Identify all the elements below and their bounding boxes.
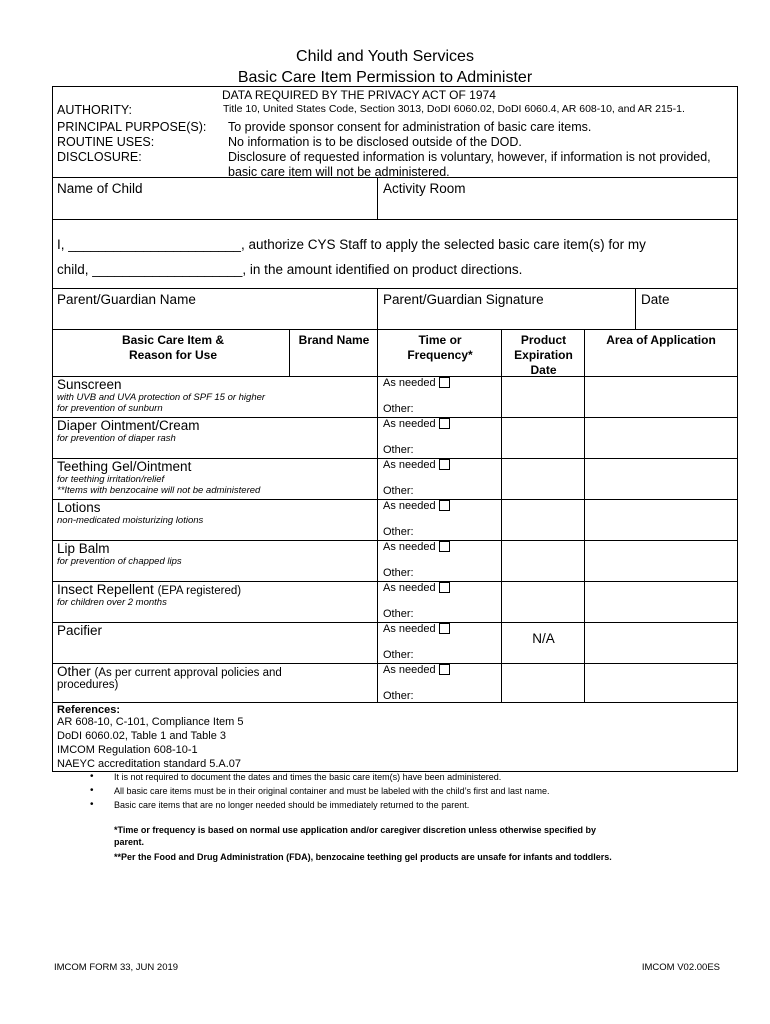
header-brand-name: Brand Name xyxy=(298,333,370,347)
as-needed-option[interactable]: As needed xyxy=(383,500,450,512)
name-of-child-label: Name of Child xyxy=(57,181,143,196)
item-description: procedures) xyxy=(57,679,119,691)
item-name: Teething Gel/Ointment xyxy=(57,459,192,474)
routine-uses-label: ROUTINE USES: xyxy=(57,135,155,149)
privacy-act-section xyxy=(52,86,738,178)
reference-item: AR 608-10, C-101, Compliance Item 5 xyxy=(57,716,244,728)
as-needed-option[interactable]: As needed xyxy=(383,459,450,471)
as-needed-checkbox[interactable] xyxy=(439,377,450,388)
as-needed-checkbox[interactable] xyxy=(439,582,450,593)
item-description: for prevention of diaper rash xyxy=(57,433,176,444)
header-time-frequency: Time or Frequency* xyxy=(407,333,473,362)
form-version: IMCOM V02.00ES xyxy=(641,962,720,973)
table-row xyxy=(57,418,200,444)
as-needed-checkbox[interactable] xyxy=(439,418,450,429)
references-label: References: xyxy=(57,704,120,716)
other-frequency: Other: xyxy=(383,526,414,538)
date-label: Date xyxy=(641,292,670,307)
instruction-item: • All basic care items must be in their original container and must be labeled with the child’s first and last name. xyxy=(90,784,730,798)
as-needed-option[interactable]: As needed xyxy=(383,664,450,676)
table-row xyxy=(57,541,182,567)
other-frequency: Other: xyxy=(383,690,414,702)
item-description: **Items with benzocaine will not be administered xyxy=(57,485,261,496)
item-name: Other (As per current approval policies and xyxy=(57,664,282,679)
item-description: for prevention of chapped lips xyxy=(57,556,182,567)
as-needed-checkbox[interactable] xyxy=(439,664,450,675)
other-frequency: Other: xyxy=(383,485,414,497)
pacifier-expiration-na: N/A xyxy=(532,631,555,646)
table-row xyxy=(57,623,102,638)
header-expiration-date: Product Expiration Date xyxy=(514,333,573,377)
disclosure-label: DISCLOSURE: xyxy=(57,150,142,164)
other-frequency: Other: xyxy=(383,567,414,579)
item-name: Pacifier xyxy=(57,623,103,638)
other-frequency: Other: xyxy=(383,444,414,456)
item-description: for teething irritation/relief xyxy=(57,474,165,485)
form-number: IMCOM FORM 33, JUN 2019 xyxy=(54,962,179,973)
parent-row xyxy=(52,288,738,330)
child-info-row xyxy=(52,177,738,220)
item-name: Lotions xyxy=(57,500,101,515)
reference-item: DoDI 6060.02, Table 1 and Table 3 xyxy=(57,730,227,742)
routine-uses-text: No information is to be disclosed outside of the DOD. xyxy=(228,135,522,149)
reference-item: NAEYC accreditation standard 5.A.07 xyxy=(57,758,242,770)
principal-purpose-text: To provide sponsor consent for administration of basic care items. xyxy=(228,120,592,134)
time-frequency-note: *Time or frequency is based on normal use application and/or caregiver discretion unless otherwise specified by parent. xyxy=(114,825,596,847)
principal-purpose-label: PRINCIPAL PURPOSE(S): xyxy=(57,120,207,134)
table-row xyxy=(57,664,287,691)
item-name: Lip Balm xyxy=(57,541,110,556)
table-row xyxy=(57,377,265,414)
item-name: Sunscreen xyxy=(57,377,122,392)
as-needed-option[interactable]: As needed xyxy=(383,377,450,389)
as-needed-option[interactable]: As needed xyxy=(383,418,450,430)
as-needed-checkbox[interactable] xyxy=(439,623,450,634)
form-subtitle: Basic Care Item Permission to Administer xyxy=(237,69,533,86)
parent-signature-label: Parent/Guardian Signature xyxy=(383,292,544,307)
authorize-line-1: I, _______________________, authorize CYS Staff to apply the selected basic care item(s) for my xyxy=(57,237,646,252)
privacy-act-header: DATA REQUIRED BY THE PRIVACY ACT OF 1974 xyxy=(222,88,496,102)
disclosure-text-cont: basic care item will not be administered. xyxy=(228,165,450,179)
table-row xyxy=(57,500,203,526)
item-name: Insect Repellent (EPA registered) xyxy=(57,582,242,597)
disclosure-text: Disclosure of requested information is voluntary, however, if information is not provided, xyxy=(228,150,711,164)
as-needed-checkbox[interactable] xyxy=(439,500,450,511)
table-row xyxy=(57,582,241,608)
as-needed-option[interactable]: As needed xyxy=(383,541,450,553)
authority-label: AUTHORITY: xyxy=(57,103,133,117)
reference-item: IMCOM Regulation 608-10-1 xyxy=(57,744,198,756)
form-title: Child and Youth Services xyxy=(296,48,474,65)
instruction-item: • It is not required to document the dates and times the basic care item(s) have been administered. xyxy=(90,770,730,784)
as-needed-option[interactable]: As needed xyxy=(383,582,450,594)
activity-room-label: Activity Room xyxy=(383,181,466,196)
item-description: non-medicated moisturizing lotions xyxy=(57,515,204,526)
header-area-of-application: Area of Application xyxy=(606,333,716,347)
other-frequency: Other: xyxy=(383,649,414,661)
fda-benzocaine-note: **Per the Food and Drug Administration (FDA), benzocaine teething gel products are unsafe for infants and toddlers. xyxy=(114,852,612,862)
authorization-statement[interactable] xyxy=(52,219,738,289)
instruction-item: • Basic care items that are no longer needed should be immediately returned to the parent. xyxy=(90,798,730,812)
as-needed-checkbox[interactable] xyxy=(439,541,450,552)
authorize-line-2: child, ____________________, in the amount identified on product directions. xyxy=(57,262,523,277)
basic-care-items-table xyxy=(52,329,738,703)
item-description: for children over 2 months xyxy=(57,597,167,608)
item-description: with UVB and UVA protection of SPF 15 or higher xyxy=(57,392,266,403)
item-name: Diaper Ointment/Cream xyxy=(57,418,200,433)
references-section xyxy=(52,702,738,772)
instructions-list xyxy=(90,770,730,812)
authority-text: Title 10, United States Code, Section 3013, DoDI 6060.02, DoDI 6060.4, AR 608-10, and AR 215-1. xyxy=(223,103,685,115)
other-frequency: Other: xyxy=(383,608,414,620)
as-needed-option[interactable]: As needed xyxy=(383,623,450,635)
table-row xyxy=(57,459,260,496)
other-frequency: Other: xyxy=(383,403,414,415)
header-basic-care-item: Basic Care Item & Reason for Use xyxy=(121,333,225,362)
parent-name-label: Parent/Guardian Name xyxy=(57,292,196,307)
as-needed-checkbox[interactable] xyxy=(439,459,450,470)
item-description: for prevention of sunburn xyxy=(57,403,163,414)
